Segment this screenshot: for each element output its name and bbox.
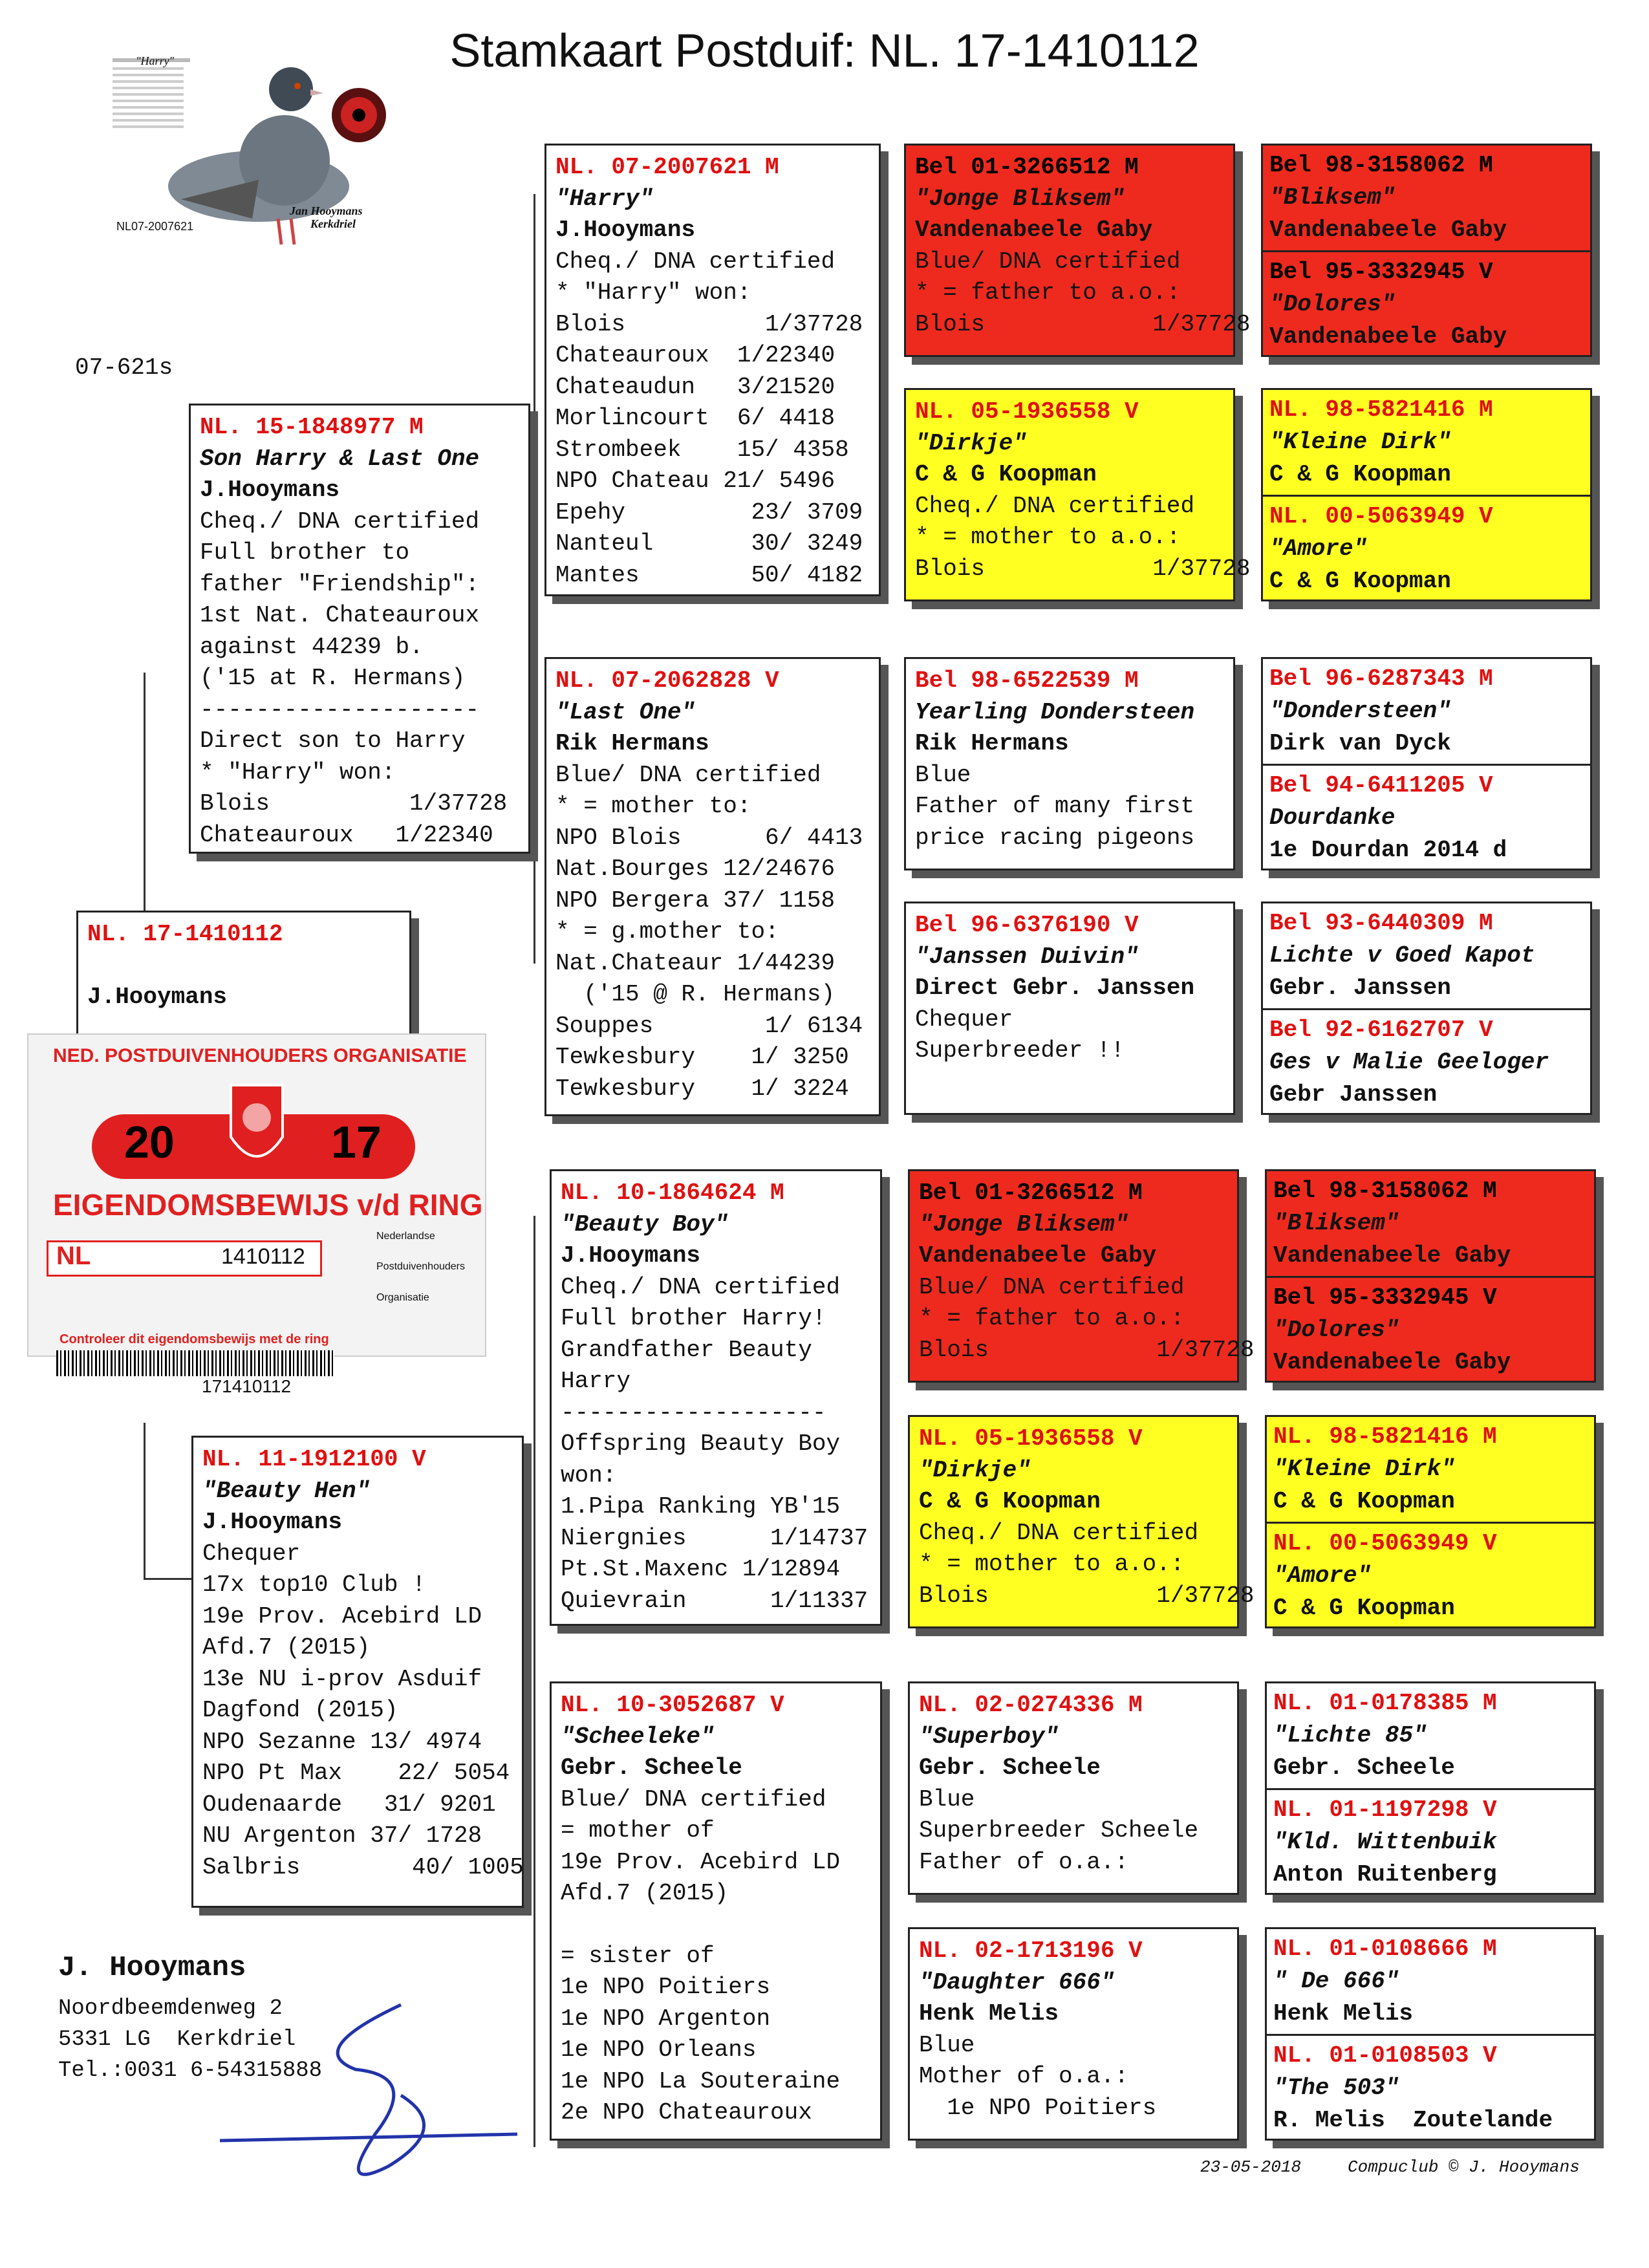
detail-line: 2e NPO Chateauroux [561,2099,812,2126]
grandmother-maternal-box [550,1681,882,2141]
detail-line: Full brother to [200,539,410,566]
ggp-box-2 [904,388,1251,601]
detail-line: NPO Blois 6/ 4413 [555,824,863,851]
detail-line: Oudenaarde 31/ 9201 [202,1791,496,1818]
detail-line: * = mother to a.o.: [915,524,1181,550]
owner-name: Vandenabeele Gaby [1273,1242,1511,1269]
detail-line: Niergnies 1/14737 [561,1524,868,1551]
detail-line: Chateaudun 3/21520 [555,373,835,400]
ggp-box-4 [904,902,1235,1115]
detail-line: Cheq./ DNA certified [200,508,480,535]
owner-name: J.Hooymans [200,477,340,503]
detail-line: ('15 @ R. Hermans) [555,981,835,1008]
owner-name: Vandenabeele Gaby [1273,1349,1511,1376]
pigeon-name: "Bliksem" [1269,184,1396,211]
grandfather-paternal-box [544,144,881,596]
ring-number: NL. 00-5063949 V [1273,1530,1497,1557]
detail-line: Blue [919,1786,975,1813]
mother-box [191,1436,524,1908]
owner-name: R. Melis Zoutelande [1273,2107,1553,2133]
pigeon-name: "Amore" [1269,535,1368,562]
detail-line: * "Harry" won: [200,759,396,786]
pigeon-name: "Jonge Bliksem" [915,185,1125,212]
pigeon-name: "Dirkje" [915,429,1027,457]
card-heading: EIGENDOMSBEWIJS v/d RING [53,1188,483,1222]
detail-line: Harry [561,1368,631,1394]
card-country: NL [56,1242,91,1270]
card-npo-p: Postduivenhouders [376,1261,465,1272]
detail-line: ------------------- [561,1399,826,1426]
pigeon-name: "Superboy" [919,1723,1059,1750]
owner-name: Vandenabeele Gaby [1269,217,1507,243]
detail-line: Nat.Bourges 12/24676 [555,856,835,882]
owner-name: C & G Koopman [915,461,1097,488]
page-title: Stamkaart Postduif: NL. 17-1410112 [449,25,1200,77]
barcode-number: 171410112 [202,1376,292,1396]
owner-name: C & G Koopman [1269,461,1451,488]
detail-line: = sister of [561,1942,715,1969]
connector [144,1578,195,1580]
ring-number: Bel 96-6376190 V [915,912,1139,938]
detail-line: Blue/ DNA certified [555,761,821,788]
pigeon-name: "Scheeleke" [561,1723,715,1750]
detail-line: * "Harry" won: [555,279,751,306]
detail-line: Strombeek 15/ 4358 [555,436,849,463]
ring-number: NL. 10-1864624 M [561,1180,784,1206]
pigeon-name: "The 503" [1273,2075,1399,2101]
detail-line: 19e Prov. Acebird LD [202,1603,482,1630]
detail-line: against 44239 b. [200,633,424,660]
detail-line: Blois 1/37728 [555,310,863,338]
ring-number: NL. 07-2007621 M [555,154,779,180]
pigeon-name: "Bliksem" [1273,1210,1399,1237]
owner-name: C & G Koopman [1269,568,1451,594]
ring-number: NL. 07-2062828 V [555,667,779,694]
ring-number: NL. 98-5821416 M [1269,396,1493,423]
pigeon-name: Son Harry & Last One [200,445,480,472]
breeder-name: J. Hooymans [58,1952,246,1984]
code-label: 07-621s [75,354,173,381]
owner-name: Gebr. Scheele [919,1755,1101,1781]
ring-number: Bel 96-6287343 M [1269,665,1493,692]
detail-line: Blois 1/37728 [919,1582,1255,1609]
pigeon-name: Yearling Dondersteen [915,698,1195,726]
subject-ring: NL. 17-1410112 [87,921,283,947]
ring-number: Bel 94-6411205 V [1269,772,1493,799]
pigeon-name: "Kleine Dirk" [1273,1456,1455,1482]
detail-line: 13e NU i-prov Asduif [202,1665,482,1692]
detail-line: 1e NPO La Souteraine [561,2068,841,2095]
ggp-box-5 [908,1169,1255,1383]
detail-line: NU Argenton 37/ 1728 [202,1822,482,1849]
detail-line: * = mother to: [555,793,751,819]
connector [534,194,535,964]
ring-number: Bel 95-3332945 V [1273,1284,1497,1311]
pedigree-entry [1267,1276,1594,1381]
owner-name: C & G Koopman [1273,1488,1455,1515]
detail-line: 1e NPO Argenton [561,2005,771,2032]
detail-line: 1.Pipa Ranking YB'15 [561,1493,841,1520]
breeder-city: 5331 LG Kerkdriel [58,2027,296,2052]
detail-line: Cheq./ DNA certified [555,248,835,275]
pigeon-name: "Kleine Dirk" [1269,429,1451,455]
pigeon-name: "Dirkje" [919,1456,1031,1484]
detail-line: Cheq./ DNA certified [561,1273,841,1301]
pigeon-name: "Daughter 666" [919,1969,1115,1996]
detail-line: Blue/ DNA certified [915,248,1181,275]
card-footer: Controleer dit eigendomsbewijs met de ring [59,1332,329,1346]
owner-name: Henk Melis [1273,2000,1414,2027]
ring-number: NL. 02-1713196 V [919,1938,1143,1964]
ring-number: Bel 98-6522539 M [915,667,1139,694]
photo-owner-1: Jan Hooymans [290,204,363,217]
detail-line: Epehy 23/ 3709 [555,499,863,526]
detail-line: Pt.St.Maxenc 1/12894 [561,1556,841,1582]
detail-line: Morlincourt 6/ 4418 [555,405,835,431]
owner-name: C & G Koopman [919,1488,1101,1515]
gggp-box-2 [1261,388,1592,601]
detail-line: = mother of [561,1817,715,1844]
ggp-box-1 [904,144,1251,357]
detail-line: Salbris 40/ 1005 [202,1853,524,1881]
detail-line: Nat.Chateaur 1/44239 [555,949,835,977]
gggp-box-3 [1261,657,1592,870]
breeder-street: Noordbeemdenweg 2 [58,1996,283,2021]
barcode [56,1350,334,1376]
pedigree-entry [1267,1788,1594,1893]
detail-line: Nanteul 30/ 3249 [555,530,863,557]
card-npo-n: Nederlandse [376,1231,435,1242]
ring-number: Bel 98-3158062 M [1269,152,1493,178]
gggp-box-1 [1261,144,1592,357]
detail-line: * = mother to a.o.: [919,1551,1185,1577]
pigeon-name: "Beauty Hen" [202,1477,371,1504]
owner-name: Vandenabeele Gaby [1269,323,1507,350]
detail-line: Superbreeder Scheele [919,1817,1199,1844]
detail-line: Blois 1/37728 [919,1336,1255,1363]
pedigree-entry [1267,1929,1594,2034]
pigeon-name: "Last One" [555,698,696,726]
pigeon-name: "Dondersteen" [1269,698,1451,724]
pigeon-name: "Janssen Duivin" [915,943,1139,970]
detail-line: father "Friendship": [200,570,480,598]
pigeon-name: "Jonge Bliksem" [919,1211,1129,1238]
footer-credit: Compuclub © J. Hooymans [1348,2157,1580,2177]
pigeon-name: "Amore" [1273,1562,1372,1589]
ring-number: Bel 92-6162707 V [1269,1017,1493,1043]
ring-number: NL. 02-0274336 M [919,1692,1143,1718]
ring-number: Bel 93-6440309 M [1269,910,1493,936]
owner-name: J.Hooymans [555,217,696,243]
card-number: 1410112 [221,1244,305,1269]
grandfather-maternal-box [550,1169,882,1626]
detail-line: Chequer [202,1540,301,1567]
card-npo-o: Organisatie [376,1292,429,1303]
ring-number: Bel 95-3332945 V [1269,259,1493,285]
ggp-box-6 [908,1415,1255,1628]
detail-line: 1e NPO Poitiers [919,2094,1157,2121]
detail-line: 19e Prov. Acebird LD [561,1848,841,1875]
detail-line: Mantes 50/ 4182 [555,561,863,589]
owner-name: Rik Hermans [555,730,709,757]
pigeon-photo [97,50,388,264]
ring-number: NL. 05-1936558 V [919,1425,1143,1452]
detail-line: Direct son to Harry [200,728,466,754]
ggp-box-7 [908,1681,1239,1895]
breeder-phone: Tel.:0031 6-54315888 [58,2058,323,2083]
detail-line: ('15 at R. Hermans) [200,665,466,691]
detail-line: Dagfond (2015) [202,1697,398,1723]
detail-line: Father of o.a.: [919,1848,1129,1875]
detail-line: Blue/ DNA certified [919,1273,1185,1301]
pigeon-name: "Harry" [555,185,654,212]
owner-name: Dirk van Dyck [1269,730,1451,757]
ring-number: Bel 01-3266512 M [919,1180,1143,1206]
pedigree-entry [1263,1008,1590,1113]
detail-line: NPO Chateau 21/ 5496 [555,468,835,494]
pigeon-name: Lichte v Goed Kapot [1269,942,1535,969]
detail-line: 17x top10 Club ! [202,1571,426,1598]
owner-name: Vandenabeele Gaby [919,1242,1157,1269]
subject-owner: J.Hooymans [87,983,228,1010]
detail-line: Blois 1/37728 [200,790,508,817]
owner-name: Rik Hermans [915,730,1069,757]
ring-number: Bel 98-3158062 M [1273,1178,1497,1204]
pedigree-entry [1263,659,1590,764]
signature [207,1998,543,2192]
pedigree-entry [1263,495,1590,599]
ring-number: NL. 01-0108666 M [1273,1936,1497,1962]
detail-line: * = father to a.o.: [915,279,1181,306]
detail-line: 1st Nat. Chateauroux [200,602,480,629]
card-org: NED. POSTDUIVENHOUDERS ORGANISATIE [53,1045,467,1066]
owner-name: Gebr. Scheele [1273,1755,1455,1781]
ring-number: NL. 01-0178385 M [1273,1690,1497,1716]
photo-name: "Harry" [136,54,175,67]
pedigree-entry [1267,1522,1594,1626]
pigeon-name: "Dolores" [1269,291,1396,318]
pedigree-entry [1267,2034,1594,2139]
ring-number: NL. 01-0108503 V [1273,2042,1497,2069]
card-year-left: 20 [124,1117,175,1167]
detail-line: Quievrain 1/11337 [561,1587,868,1614]
connector [144,1423,146,1578]
ring-number: NL. 00-5063949 V [1269,503,1493,530]
detail-line: Grandfather Beauty [561,1336,812,1363]
pigeon-name: Ges v Malie Geeloger [1269,1049,1549,1075]
gggp-box-6 [1265,1415,1596,1628]
detail-line: * = father to a.o.: [919,1305,1185,1332]
photo-owner-2: Kerkdriel [310,217,356,230]
detail-line: Afd.7 (2015) [561,1880,729,1906]
detail-line: Chequer [915,1006,1013,1033]
detail-line: Blue [919,2031,975,2058]
footer-date: 23-05-2018 [1200,2157,1302,2177]
detail-line: 1e NPO Orleans [561,2036,757,2063]
detail-line: Afd.7 (2015) [202,1634,371,1661]
pigeon-name: " De 666" [1273,1968,1399,1994]
pigeon-name: "Lichte 85" [1273,1722,1427,1749]
owner-name: Gebr. Scheele [561,1755,742,1781]
pedigree-entry [1263,390,1590,495]
owner-name: C & G Koopman [1273,1595,1455,1621]
gggp-box-7 [1265,1681,1596,1895]
detail-line: -------------------- [200,696,480,723]
pigeon-name: "Dolores" [1273,1317,1399,1343]
detail-line: 1e NPO Poitiers [561,1974,771,2000]
detail-line: Father of many first [915,793,1195,819]
owner-name: J.Hooymans [561,1242,701,1269]
ring-number: NL. 15-1848977 M [200,414,424,440]
detail-line: Tewkesbury 1/ 3224 [555,1075,849,1102]
detail-line: NPO Pt Max 22/ 5054 [202,1760,510,1786]
detail-line: Blois 1/37728 [915,555,1251,582]
pedigree-entry [1267,1683,1594,1788]
pigeon-name: "Kld. Wittenbuik [1273,1829,1497,1855]
pedigree-entry [1263,764,1590,869]
gggp-box-5 [1265,1169,1596,1383]
photo-ring: NL07-2007621 [116,220,194,233]
gggp-box-4 [1261,902,1592,1115]
detail-line: Souppes 1/ 6134 [555,1012,863,1039]
grandmother-paternal-box [544,657,881,1116]
ring-number: NL. 05-1936558 V [915,398,1139,425]
connector [144,673,146,918]
pedigree-entry [1263,250,1590,355]
owner-name: Anton Ruitenberg [1273,1861,1497,1888]
detail-line: Cheq./ DNA certified [915,492,1195,519]
pedigree-entry [1267,1171,1594,1276]
pedigree-entry [1263,146,1590,250]
ring-number: NL. 01-1197298 V [1273,1797,1497,1823]
ownership-card [27,1033,486,1396]
detail-line: NPO Bergera 37/ 1158 [555,887,835,914]
detail-line: price racing pigeons [915,824,1195,851]
detail-line: Blue/ DNA certified [561,1786,826,1813]
ggp-box-3 [904,657,1235,870]
owner-name: Gebr. Janssen [1269,975,1451,1001]
detail-line: NPO Sezanne 13/ 4974 [202,1728,482,1755]
gggp-box-8 [1265,1927,1596,2141]
detail-line: Blue [915,761,971,788]
owner-name: Gebr Janssen [1269,1081,1438,1108]
pigeon-name: Dourdanke [1269,805,1396,831]
detail-line: Chateauroux 1/22340 [555,342,835,369]
detail-line [561,1910,871,1941]
detail-line: Cheq./ DNA certified [919,1519,1199,1546]
detail-line: Blois 1/37728 [915,310,1251,338]
ring-number: Bel 01-3266512 M [915,154,1139,180]
owner-name: J.Hooymans [202,1509,343,1535]
detail-line: Offspring Beauty Boy [561,1431,841,1457]
card-year-right: 17 [331,1117,382,1167]
ring-number: NL. 11-1912100 V [202,1446,426,1473]
ring-number: NL. 10-3052687 V [561,1692,784,1718]
father-box [189,404,530,854]
ring-number: NL. 98-5821416 M [1273,1423,1497,1450]
detail-line: Chateauroux 1/22340 [200,821,493,848]
pigeon-name: "Beauty Boy" [561,1211,729,1238]
owner-name: 1e Dourdan 2014 d [1269,837,1507,863]
pedigree-entry [1267,1417,1594,1522]
owner-name: Henk Melis [919,2000,1059,2027]
detail-line: Mother of o.a.: [919,2063,1129,2090]
detail-line: * = g.mother to: [555,918,779,945]
ggp-box-8 [908,1927,1239,2141]
lion-emblem [218,1079,296,1182]
owner-name: Vandenabeele Gaby [915,217,1153,243]
pedigree-entry [1263,903,1590,1008]
detail-line: Superbreeder !! [915,1037,1125,1064]
detail-line: Full brother Harry! [561,1305,826,1332]
owner-name: Direct Gebr. Janssen [915,975,1195,1001]
detail-line: Tewkesbury 1/ 3250 [555,1044,849,1070]
subject-box [76,911,411,1040]
detail-line: won: [561,1462,617,1489]
